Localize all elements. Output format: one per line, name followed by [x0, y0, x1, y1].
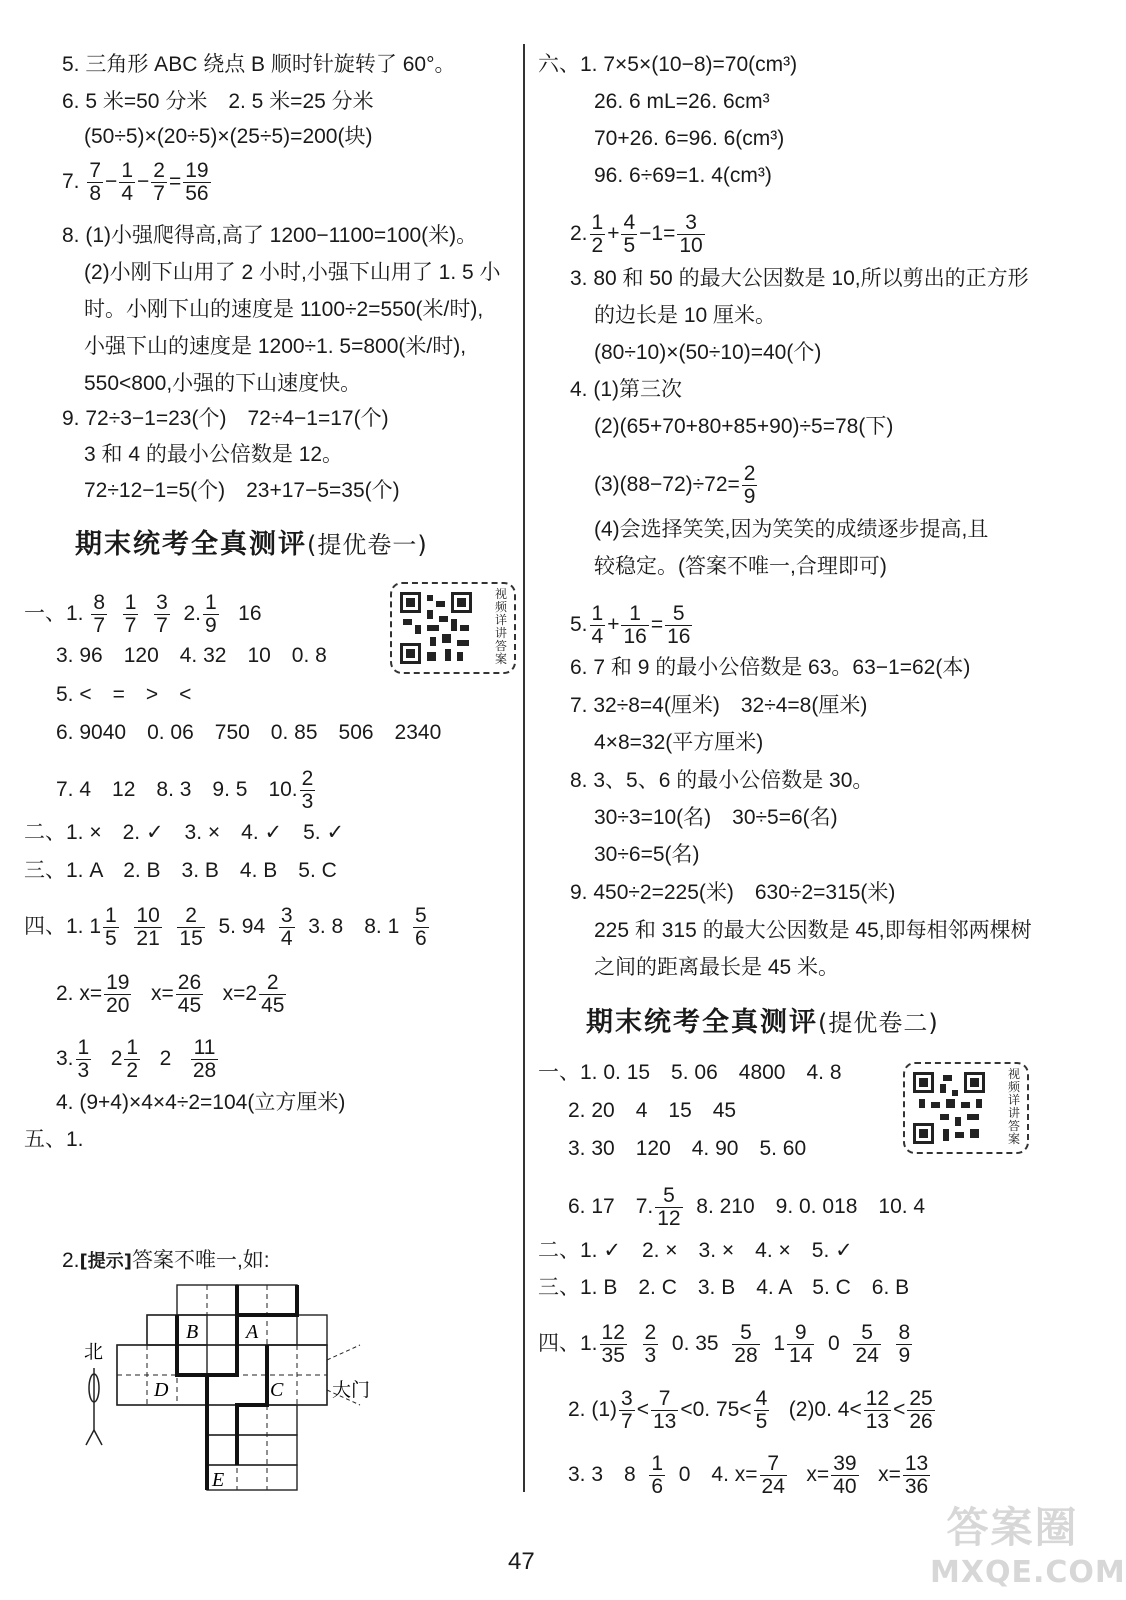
- r6-3-line2: 的边长是 10 厘米。: [594, 304, 777, 327]
- s4-3: 3. 3 8 $\frac{1}{6}$ 0 4. x= $\frac{7}{24}$ x= $\frac{39}{40}$ x= $\frac{13}{36}$: [568, 1452, 929, 1498]
- answer-9-line3: 72÷12−1=5(个) 23+17−5=35(个): [84, 479, 400, 502]
- s1-1: 一、1. 0. 15 5. 06 4800 4. 8: [538, 1061, 842, 1084]
- r6-9-line2: 225 和 315 的最大公因数是 45,即每相邻两棵树: [594, 919, 1032, 942]
- fraction: $\frac{1}{4}$: [591, 602, 604, 648]
- r6-5: 5. $\frac{1}{4}$ + $\frac{1}{16}$ = $\frac{5}{16}$: [570, 602, 691, 648]
- answer-5: 5. 三角形 ABC 绕点 B 顺时针旋转了 60°。: [62, 53, 456, 76]
- watermark: 答案圈 MXQE.COM: [930, 1503, 1126, 1590]
- fraction: $\frac{1}{2}$: [126, 1036, 139, 1082]
- fraction: $\frac{12}{35}$: [601, 1321, 625, 1367]
- section-title-1: 期末统考全真测评(提优卷一): [75, 529, 428, 560]
- fraction: $\frac{19}{56}$: [185, 159, 209, 205]
- fraction: $\frac{5}{24}$: [855, 1321, 879, 1367]
- r6-1-line4: 96. 6÷69=1. 4(cm³): [594, 164, 772, 187]
- r6-8: 8. 3、5、6 的最小公倍数是 30。: [570, 769, 874, 792]
- fraction: $\frac{19}{20}$: [106, 971, 130, 1017]
- section-title-2: 期末统考全真测评(提优卷二): [586, 1007, 939, 1038]
- fraction: $\frac{2}{7}$: [153, 159, 165, 205]
- column-divider: [523, 44, 525, 1492]
- r6-1-line3: 70+26. 6=96. 6(cm³): [594, 127, 785, 150]
- q5-1: 五、1.: [24, 1128, 84, 1151]
- fraction: $\frac{1}{3}$: [77, 1036, 90, 1082]
- s1-3: 3. 30 120 4. 90 5. 60: [568, 1137, 807, 1160]
- r6-9-line3: 之间的距离最长是 45 米。: [594, 956, 840, 979]
- s1-6: 6. 17 7. $\frac{5}{12}$ 8. 210 9. 0. 018 10. 4: [568, 1184, 926, 1230]
- q2: 二、1. × 2. ✓ 3. × 4. ✓ 5. ✓: [24, 821, 345, 844]
- fraction: $\frac{1}{9}$: [204, 591, 217, 637]
- fraction: $\frac{2}{45}$: [261, 971, 285, 1017]
- s3: 三、1. B 2. C 3. B 4. A 5. C 6. B: [538, 1276, 910, 1299]
- compass-arrow-icon: [86, 1368, 102, 1445]
- s1-2: 2. 20 4 15 45: [568, 1099, 737, 1122]
- r6-8-line3: 30÷6=5(名): [594, 843, 700, 866]
- fraction: $\frac{10}{21}$: [136, 904, 160, 950]
- qr-label: 视频详讲答案: [1007, 1067, 1020, 1146]
- q1-3: 3. 96 120 4. 32 10 0. 8: [56, 644, 327, 667]
- r6-3: 3. 80 和 50 的最大公因数是 10,所以剪出的正方形: [570, 267, 1029, 290]
- map-label-d: D: [154, 1379, 169, 1401]
- fraction: $\frac{7}{8}$: [89, 159, 102, 205]
- r6-1-line2: 26. 6 mL=26. 6cm³: [594, 90, 770, 113]
- park-grid-map: [70, 1280, 390, 1495]
- fraction: $\frac{5}{6}$: [414, 904, 427, 950]
- fraction: $\frac{5}{16}$: [667, 602, 691, 648]
- r6-6: 6. 7 和 9 的最小公倍数是 63。63−1=62(本): [570, 656, 971, 679]
- map-label-b: B: [186, 1321, 199, 1343]
- answer-6: 6. 5 米=50 分米 2. 5 米=25 分米: [62, 90, 374, 113]
- r6-4-4-line2: 较稳定。(答案不唯一,合理即可): [594, 555, 887, 578]
- answer-6-calc: (50÷5)×(20÷5)×(25÷5)=200(块): [84, 125, 373, 148]
- fraction: $\frac{11}{28}$: [192, 1036, 217, 1082]
- fraction: $\frac{2}{3}$: [301, 767, 314, 813]
- r6-8-line2: 30÷3=10(名) 30÷5=6(名): [594, 806, 838, 829]
- fraction: $\frac{5}{12}$: [657, 1184, 681, 1230]
- r6-4-2: (2)(65+70+80+85+90)÷5=78(下): [594, 415, 894, 438]
- fraction: $\frac{1}{6}$: [651, 1452, 664, 1498]
- s2: 二、1. ✓ 2. × 3. × 4. × 5. ✓: [538, 1239, 853, 1262]
- fraction: $\frac{2}{15}$: [179, 904, 203, 950]
- hint-tag: [提示]: [79, 1251, 132, 1272]
- answer-8-2-line2: 时。小刚下山的速度是 1100÷2=550(米/时),: [84, 298, 484, 321]
- qr-label: 视频详讲答案: [494, 587, 507, 666]
- r6-9: 9. 450÷2=225(米) 630÷2=315(米): [570, 881, 896, 904]
- answer-8-2-line4: 550<800,小强的下山速度快。: [84, 372, 362, 395]
- fraction: $\frac{3}{4}$: [280, 904, 293, 950]
- r6-4-3: (3)(88−72)÷72= $\frac{2}{9}$: [594, 462, 756, 508]
- q3: 三、1. A 2. B 3. B 4. B 5. C: [24, 859, 337, 882]
- qr-code-2[interactable]: [903, 1062, 1029, 1154]
- answer-8-1: 8. (1)小强爬得高,高了 1200−1100=100(米)。: [62, 224, 478, 247]
- r6-2: 2. $\frac{1}{2}$ + $\frac{4}{5}$ −1= $\frac{3}{10}$: [570, 211, 703, 257]
- fraction: $\frac{5}{28}$: [734, 1321, 758, 1367]
- q4-2: 2. x= $\frac{19}{20}$ x= $\frac{26}{45}$ x=2 $\frac{2}{45}$: [56, 971, 285, 1017]
- fraction: $\frac{8}{9}$: [898, 1321, 911, 1367]
- gate-label: 大门: [332, 1379, 371, 1401]
- fraction: $\frac{25}{26}$: [909, 1387, 933, 1433]
- fraction: $\frac{1}{16}$: [623, 602, 647, 648]
- map-label-a: A: [246, 1321, 259, 1343]
- fraction: $\frac{13}{36}$: [904, 1452, 929, 1498]
- q5-2: 2.[提示]答案不唯一,如:: [62, 1249, 270, 1272]
- s4-1: 四、1. $\frac{12}{35}$ $\frac{2}{3}$ 0. 35 $\frac{5}{28}$ 1 $\frac{9}{14}$ 0 $\frac{5}{24}$ $\frac{8}{9}$: [538, 1321, 911, 1367]
- fraction: $\frac{1}{7}$: [124, 591, 137, 637]
- fraction: $\frac{39}{40}$: [833, 1452, 857, 1498]
- q1-1: 一、1. $\frac{8}{7}$ $\frac{1}{7}$ $\frac{3}{7}$ 2. $\frac{1}{9}$ 16: [24, 591, 262, 637]
- q4-3: 3. $\frac{1}{3}$ 2 $\frac{1}{2}$ 2 $\frac{11}{28}$: [56, 1036, 217, 1082]
- q1-7: 7. 4 12 8. 3 9. 5 10. $\frac{2}{3}$: [56, 767, 314, 813]
- fraction: $\frac{12}{13}$: [865, 1387, 890, 1433]
- fraction: $\frac{4}{5}$: [755, 1387, 768, 1433]
- north-label: 北: [84, 1341, 104, 1363]
- r6-3-line3: (80÷10)×(50÷10)=40(个): [594, 341, 822, 364]
- answer-8-2: (2)小刚下山用了 2 小时,小强下山用了 1. 5 小: [84, 261, 501, 284]
- q4-1: 四、1. 1 $\frac{1}{5}$ $\frac{10}{21}$ $\frac{2}{15}$ 5. 94 $\frac{3}{4}$ 3. 8 8. 1 $\frac{5}{6}$: [24, 904, 427, 950]
- answer-8-2-line3: 小强下山的速度是 1200÷1. 5=800(米/时),: [84, 335, 467, 358]
- s4-2: 2. (1) $\frac{3}{7}$ < $\frac{7}{13}$ <0. 75< $\frac{4}{5}$ (2)0. 4< $\frac{12}{13}$ < $\frac{25}{26}$: [568, 1387, 933, 1433]
- q4-4: 4. (9+4)×4×4÷2=104(立方厘米): [56, 1091, 346, 1114]
- answer-9: 9. 72÷3−1=23(个) 72÷4−1=17(个): [62, 407, 389, 430]
- qr-pattern-icon: [913, 1072, 985, 1144]
- fraction: $\frac{4}{5}$: [623, 211, 636, 257]
- r6-7: 7. 32÷8=4(厘米) 32÷4=8(厘米): [570, 694, 868, 717]
- fraction: $\frac{1}{2}$: [591, 211, 604, 257]
- fraction: $\frac{7}{13}$: [652, 1387, 677, 1433]
- qr-code-1[interactable]: [390, 582, 516, 674]
- fraction: $\frac{3}{7}$: [156, 591, 168, 637]
- answer-9-line2: 3 和 4 的最小公倍数是 12。: [84, 443, 344, 466]
- q1-6: 6. 9040 0. 06 750 0. 85 506 2340: [56, 721, 442, 744]
- fraction: $\frac{2}{3}$: [644, 1321, 657, 1367]
- r6-4-4: (4)会选择笑笑,因为笑笑的成绩逐步提高,且: [594, 518, 989, 541]
- r6-1: 六、1. 7×5×(10−8)=70(cm³): [538, 53, 798, 76]
- fraction: $\frac{26}{45}$: [177, 971, 202, 1017]
- map-label-c: C: [270, 1379, 284, 1401]
- fraction: $\frac{3}{7}$: [621, 1387, 633, 1433]
- fraction: $\frac{2}{9}$: [743, 462, 756, 508]
- fraction: $\frac{1}{4}$: [121, 159, 133, 205]
- fraction: $\frac{7}{24}$: [761, 1452, 785, 1498]
- q1-5: 5. < = > <: [56, 683, 192, 706]
- qr-pattern-icon: [400, 592, 472, 664]
- fraction: $\frac{3}{10}$: [679, 211, 703, 257]
- fraction: $\frac{1}{5}$: [105, 904, 117, 950]
- r6-4: 4. (1)第三次: [570, 378, 683, 401]
- answer-7: 7. $\frac{7}{8}$ − $\frac{1}{4}$ − $\frac{2}{7}$ = $\frac{19}{56}$: [62, 159, 209, 205]
- fraction: $\frac{8}{7}$: [93, 591, 106, 637]
- fraction: $\frac{9}{14}$: [789, 1321, 813, 1367]
- page-number: 47: [508, 1548, 535, 1575]
- r6-7-line2: 4×8=32(平方厘米): [594, 731, 764, 754]
- map-label-e: E: [212, 1469, 225, 1491]
